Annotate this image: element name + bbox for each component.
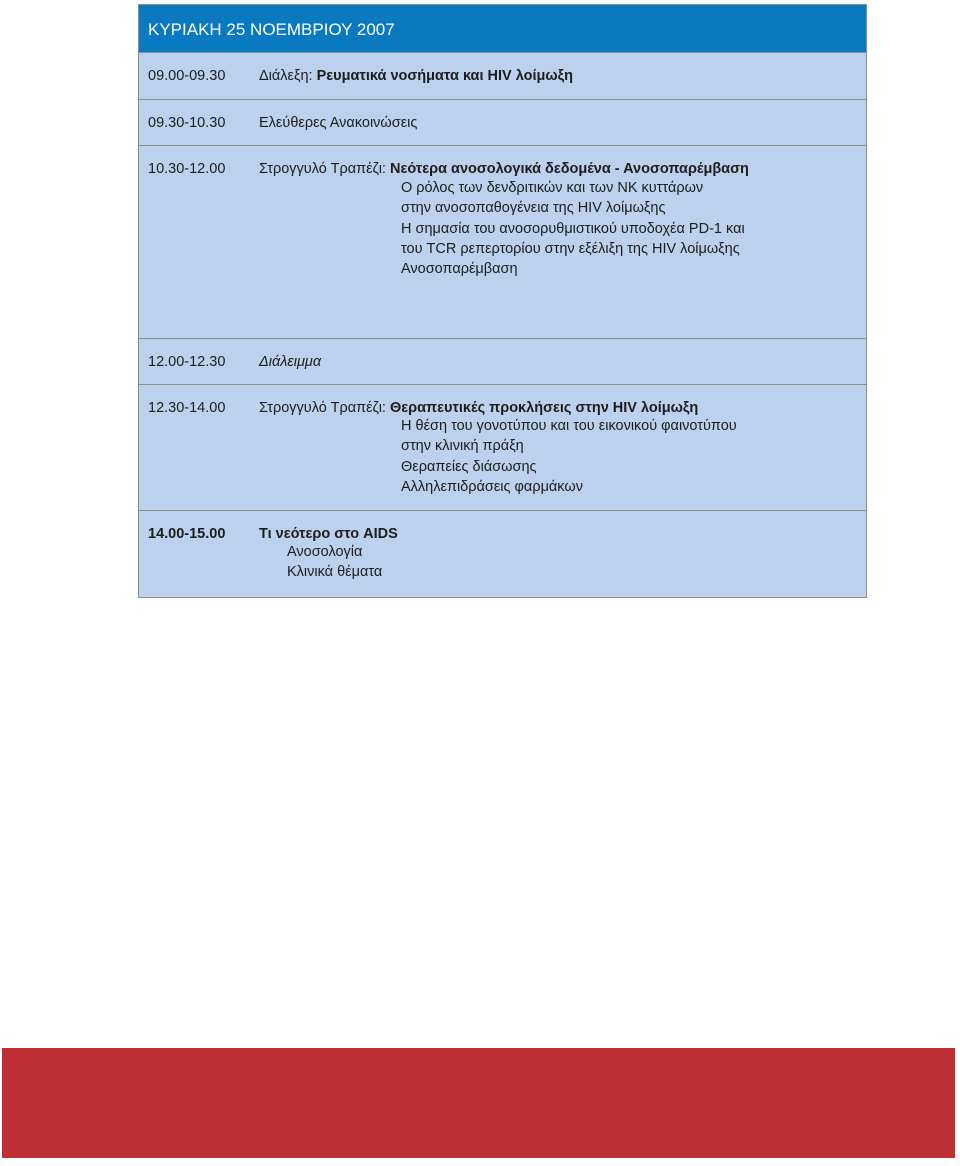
session-row [139,511,866,597]
day-header: ΚΥΡΙΑΚΗ 25 ΝΟΕΜΒΡΙΟΥ 2007 [139,5,866,53]
session-row [139,53,866,100]
session-content [259,66,573,86]
session-row [139,385,866,511]
session-time: 09.30-10.30 [148,115,226,131]
topic-item: Ο ρόλος των δενδριτικών και των NK κυττάρων [401,180,704,196]
topic-list [401,416,737,497]
session-content [259,159,749,179]
topic-list [287,542,382,582]
session-title: Νεότερα ανοσολογικά δεδομένα - Ανοσοπαρέμβαση [389,161,749,177]
topic-item: Η θέση του γονοτύπου και του εικονικού φαινοτύπου [401,418,737,434]
break-label: Διάλειμμα [259,354,322,370]
schedule-table [138,4,867,598]
topic-item: Η σημασία του ανοσορυθμιστικού υποδοχέα PD-1 και [401,220,745,237]
session-row [139,146,866,339]
session-type: Στρογγυλό Τραπέζι: [259,400,390,416]
topic-item: στην ανοσοπαθογένεια της HIV λοίμωξης [401,200,666,217]
topic-item: Αλληλεπιδράσεις φαρμάκων [401,478,583,495]
topic-item: Ανοσολογία [287,544,363,560]
session-time: 09.00-09.30 [148,68,226,84]
session-type: Ελεύθερες Ανακοινώσεις [259,115,418,131]
topic-item: Κλινικά θέματα [287,564,383,580]
topic-item: του TCR ρεπερτορίου στην εξέλιξη της HIV λοίμωξης [401,240,740,257]
session-title: Θεραπευτικές προκλήσεις στην HIV λοίμωξη [389,400,699,416]
session-title: Ρευματικά νοσήματα και HIV λοίμωξη [316,68,573,84]
session-type: Στρογγυλό Τραπέζι: [259,161,390,177]
session-row [139,339,866,385]
session-content [259,398,698,418]
topic-item: Ανοσοπαρέμβαση [401,261,518,278]
session-row [139,100,866,146]
session-title: Τι νεότερο στο AIDS [259,526,398,542]
topic-list [401,178,745,279]
session-time: 14.00-15.00 [148,526,226,542]
topic-item: Θεραπείες διάσωσης [401,458,537,475]
session-time: 12.00-12.30 [148,354,226,370]
session-time: 12.30-14.00 [148,400,226,416]
footer-band [2,1048,955,1158]
session-time: 10.30-12.00 [148,161,226,177]
session-type: Διάλεξη: [259,68,317,84]
topic-item: στην κλινική πράξη [401,438,524,455]
